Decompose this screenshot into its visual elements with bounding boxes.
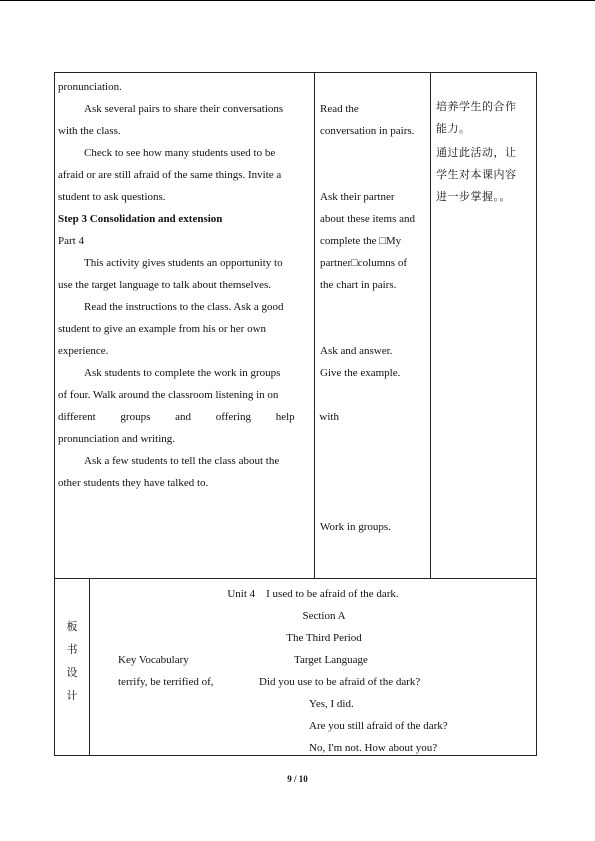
board-title: Unit 4 I used to be afraid of the dark. bbox=[227, 588, 399, 600]
table-cell-student-activity bbox=[314, 72, 431, 579]
text-line: use the target language to talk about themselves. bbox=[58, 279, 272, 291]
page-number: 9 / 10 bbox=[287, 774, 308, 784]
vocabulary-line: terrify, be terrified of, bbox=[118, 676, 214, 688]
target-sentence: Did you use to be afraid of the dark? bbox=[259, 676, 421, 688]
text-line: 通过此活动，让 bbox=[436, 146, 517, 159]
text-line: Read the bbox=[320, 103, 359, 115]
text-line: conversation in pairs. bbox=[320, 125, 415, 137]
text-line: 学生对本课内容 bbox=[436, 168, 517, 181]
board-label-char: 书 bbox=[66, 643, 78, 656]
text-line: Give the example. bbox=[320, 367, 401, 379]
text-line: 培养学生的合作 bbox=[436, 100, 517, 113]
text-line: student to give an example from his or her own bbox=[58, 323, 267, 335]
board-label-char: 板 bbox=[66, 620, 78, 633]
text-line: student to ask questions. bbox=[58, 191, 166, 203]
text-line: Ask a few students to tell the class about the bbox=[84, 455, 280, 467]
text-line: 进一步掌握。。 bbox=[436, 190, 511, 203]
text-line: the chart in pairs. bbox=[320, 279, 397, 291]
board-period: The Third Period bbox=[286, 632, 362, 644]
text-line: Ask their partner bbox=[320, 191, 395, 203]
board-label-cell bbox=[54, 578, 90, 756]
board-section: Section A bbox=[302, 610, 346, 622]
step-heading: Step 3 Consolidation and extension bbox=[58, 213, 223, 225]
text-line: about these items and bbox=[320, 213, 416, 225]
text-line: Read the instructions to the class. Ask a good bbox=[84, 301, 284, 313]
key-vocabulary-heading: Key Vocabulary bbox=[118, 654, 189, 666]
text-line: pronunciation. bbox=[58, 81, 122, 93]
text-line: Ask students to complete the work in groups bbox=[84, 367, 281, 379]
text-line: other students they have talked to. bbox=[58, 477, 209, 489]
target-language-heading: Target Language bbox=[294, 654, 368, 666]
page-top-rule bbox=[0, 0, 595, 1]
text-line: pronunciation and writing. bbox=[58, 433, 176, 445]
text-line: Check to see how many students used to be bbox=[84, 147, 276, 159]
board-label-char: 设 bbox=[66, 666, 78, 679]
target-sentence: Yes, I did. bbox=[309, 698, 354, 710]
text-line: with the class. bbox=[58, 125, 121, 137]
text-line: partner□columns of bbox=[320, 257, 407, 269]
part-label: Part 4 bbox=[58, 235, 84, 247]
text-line: of four. Walk around the classroom listening in on bbox=[58, 389, 279, 401]
text-line: Work in groups. bbox=[320, 521, 391, 533]
text-line: This activity gives students an opportunity to bbox=[84, 257, 283, 269]
text-line: different groups and offering help with bbox=[58, 411, 339, 423]
board-label-char: 计 bbox=[66, 689, 78, 702]
text-line: Ask and answer. bbox=[320, 345, 393, 357]
target-sentence: Are you still afraid of the dark? bbox=[309, 720, 448, 732]
text-line: afraid or are still afraid of the same things. Invite a bbox=[58, 169, 282, 181]
text-line: complete the □My bbox=[320, 235, 402, 247]
text-line: experience. bbox=[58, 345, 109, 357]
target-sentence: No, I'm not. How about you? bbox=[309, 742, 438, 754]
text-line: Ask several pairs to share their conversations bbox=[84, 103, 284, 115]
text-line: 能力。 bbox=[436, 122, 471, 135]
